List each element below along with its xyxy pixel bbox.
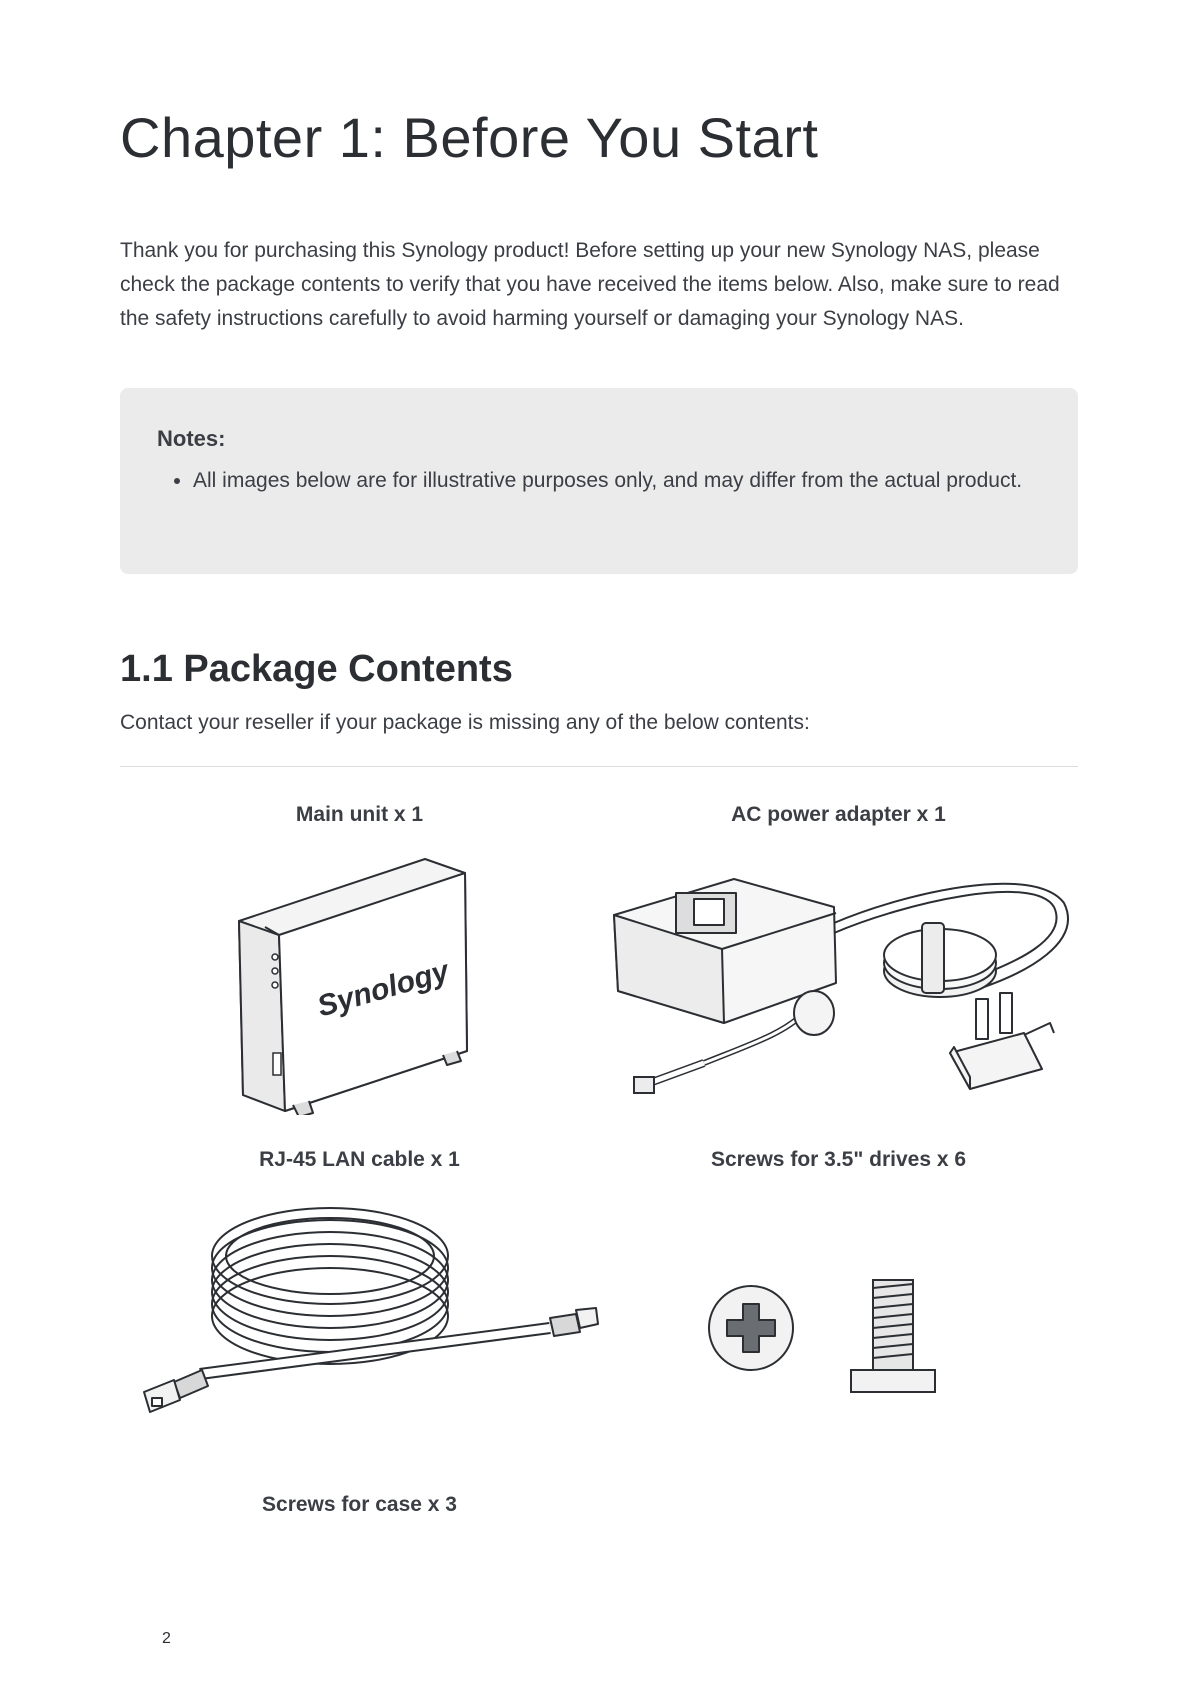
page-number: 2 bbox=[162, 1630, 171, 1647]
screw-icon bbox=[699, 1268, 959, 1398]
notes-title: Notes: bbox=[157, 426, 226, 451]
section-subtitle: Contact your reseller if your package is missing any of the below contents: bbox=[120, 711, 810, 734]
content-item-lan-cable bbox=[120, 1148, 599, 1448]
content-item-drive-screws bbox=[599, 1148, 1078, 1448]
lan-cable-icon bbox=[130, 1206, 600, 1426]
notes-box bbox=[120, 388, 1078, 574]
content-item-label: Screws for case x 3 bbox=[262, 1493, 457, 1516]
notes-item: • All images below are for illustrative purposes only, and may differ from the actual product. bbox=[193, 464, 1041, 498]
content-item-label: RJ-45 LAN cable x 1 bbox=[259, 1148, 460, 1171]
document-page bbox=[120, 0, 1078, 1684]
divider bbox=[120, 766, 1078, 767]
nas-logo-text: Synology bbox=[313, 954, 453, 1024]
chapter-title: Chapter 1: Before You Start bbox=[120, 106, 819, 169]
content-item-label: AC power adapter x 1 bbox=[731, 803, 946, 826]
section-title: 1.1 Package Contents bbox=[120, 648, 513, 690]
content-item-case-screws bbox=[120, 1493, 599, 1533]
intro-paragraph: Thank you for purchasing this Synology product! Before setting up your new Synology NAS, please check the package contents to verify that you have received the items below. Also, make sure to read the safety instructions carefully to avoid harming yourself or damaging your Synology NAS. bbox=[120, 239, 1060, 330]
content-item-label: Screws for 3.5" drives x 6 bbox=[710, 1148, 967, 1171]
content-item-main-unit bbox=[120, 803, 599, 1113]
power-adapter-icon bbox=[604, 863, 1074, 1103]
notes-list bbox=[157, 464, 1041, 498]
content-item-power-adapter bbox=[599, 803, 1078, 1113]
nas-unit-icon bbox=[235, 855, 485, 1115]
content-item-label: Main unit x 1 bbox=[295, 803, 424, 826]
